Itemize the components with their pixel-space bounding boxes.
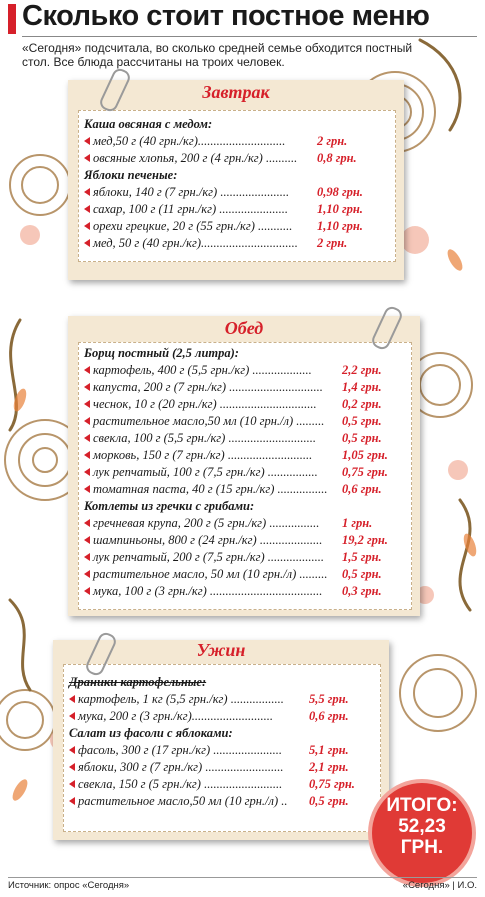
bullet-triangle-icon <box>84 188 90 196</box>
item-text: растительное масло,50 мл (10 грн./л) ......... <box>93 414 325 428</box>
list-item <box>84 481 404 498</box>
bullet-triangle-icon <box>84 205 90 213</box>
list-item <box>69 708 373 725</box>
item-price: 1,4 грн. <box>342 380 382 394</box>
item-price: 0,5 грн. <box>342 567 382 581</box>
bullet-triangle-icon <box>84 366 90 374</box>
breakfast-list <box>84 116 388 252</box>
item-text: картофель, 1 кг (5,5 грн./кг) ................. <box>78 692 284 706</box>
total-currency: ГРН. <box>400 837 444 858</box>
total-value: 52,23 <box>398 816 446 837</box>
item-text: томатная паста, 40 г (15 грн./кг) ................ <box>93 482 328 496</box>
item-text: растительное масло, 50 мл (10 грн./л) ......... <box>93 567 328 581</box>
item-price: 0,2 грн. <box>342 397 382 411</box>
item-text: сахар, 100 г (11 грн./кг) ...................... <box>93 202 289 216</box>
item-text: морковь, 150 г (7 грн./кг) ........................... <box>93 448 313 462</box>
group-heading: Салат из фасоли с яблоками: <box>69 726 233 740</box>
item-text: мука, 200 г (3 грн./кг).......................... <box>78 709 274 723</box>
item-price: 1 грн. <box>342 516 373 530</box>
source-note: Источник: опрос «Сегодня» <box>8 880 130 891</box>
bullet-triangle-icon <box>84 434 90 442</box>
item-price: 0,5 грн. <box>309 794 349 808</box>
total-label: ИТОГО: <box>386 795 458 816</box>
item-text: мед,50 г (40 грн./кг)............................ <box>93 134 286 148</box>
bullet-triangle-icon <box>84 536 90 544</box>
footer-divider <box>8 877 477 878</box>
item-text: яблоки, 140 г (7 грн./кг) ...................... <box>93 185 290 199</box>
list-item <box>69 759 373 776</box>
lunch-header: Обед <box>224 318 264 338</box>
item-text: мед, 50 г (40 грн./кг)............................... <box>93 236 298 250</box>
group-heading: Борщ постный (2,5 литра): <box>84 346 239 360</box>
bullet-triangle-icon <box>69 780 75 788</box>
list-item <box>84 583 404 600</box>
group-heading: Каша овсяная с медом: <box>84 117 213 131</box>
total-badge <box>372 783 472 883</box>
list-item <box>84 532 404 549</box>
group-heading: Драники картофельные: <box>69 675 207 689</box>
bullet-triangle-icon <box>84 485 90 493</box>
list-item <box>84 566 404 583</box>
bullet-triangle-icon <box>69 797 75 805</box>
bullet-triangle-icon <box>84 137 90 145</box>
item-price: 0,6 грн. <box>309 709 349 723</box>
item-text: овсяные хлопья, 200 г (4 грн./кг) .......... <box>93 151 298 165</box>
breakfast-header: Завтрак <box>202 82 270 102</box>
list-item <box>69 742 373 759</box>
page-title: Сколько стоит постное меню <box>22 0 430 32</box>
group-heading: Котлеты из гречки с грибами: <box>84 499 255 513</box>
list-item <box>69 776 373 793</box>
list-item <box>84 379 404 396</box>
bullet-triangle-icon <box>84 383 90 391</box>
bullet-triangle-icon <box>69 746 75 754</box>
item-price: 1,5 грн. <box>342 550 382 564</box>
list-item <box>84 218 388 235</box>
item-text: лук репчатый, 100 г (7,5 грн./кг) ................ <box>93 465 318 479</box>
item-text: капуста, 200 г (7 грн./кг) .............................. <box>93 380 323 394</box>
bullet-triangle-icon <box>69 712 75 720</box>
list-item <box>84 133 388 150</box>
item-price: 1,10 грн. <box>317 219 363 233</box>
breakfast-card <box>68 80 404 280</box>
item-text: свекла, 100 г (5,5 грн./кг) ............................ <box>93 431 316 445</box>
item-text: шампиньоны, 800 г (24 грн./кг) .................... <box>93 533 323 547</box>
credit-note: «Сегодня» | И.О. <box>402 880 477 891</box>
item-price: 2 грн. <box>317 236 348 250</box>
title-accent-bar <box>8 4 16 34</box>
list-item <box>84 515 404 532</box>
list-item <box>84 184 388 201</box>
bullet-triangle-icon <box>69 695 75 703</box>
list-item <box>84 447 404 464</box>
group-heading: Яблоки печеные: <box>84 168 178 182</box>
item-price: 0,3 грн. <box>342 584 382 598</box>
list-item <box>69 793 373 810</box>
item-price: 2,1 грн. <box>309 760 349 774</box>
bullet-triangle-icon <box>84 468 90 476</box>
list-item <box>84 396 404 413</box>
bullet-triangle-icon <box>84 587 90 595</box>
list-item <box>84 549 404 566</box>
item-price: 0,75 грн. <box>342 465 388 479</box>
item-price: 2,2 грн. <box>342 363 382 377</box>
bullet-triangle-icon <box>84 222 90 230</box>
item-text: растительное масло,50 мл (10 грн./л) .. <box>78 794 288 808</box>
item-price: 1,10 грн. <box>317 202 363 216</box>
list-item <box>84 201 388 218</box>
bullet-triangle-icon <box>84 570 90 578</box>
item-text: свекла, 150 г (5 грн./кг) ......................... <box>78 777 283 791</box>
bullet-triangle-icon <box>84 451 90 459</box>
item-text: чеснок, 10 г (20 грн./кг) ............................... <box>93 397 317 411</box>
page-subtitle: «Сегодня» подсчитала, во сколько средней семье обходится постный стол. Все блюда рассчитаны на троих человек. <box>22 41 413 69</box>
bullet-triangle-icon <box>84 417 90 425</box>
bullet-triangle-icon <box>84 154 90 162</box>
bullet-triangle-icon <box>84 519 90 527</box>
list-item <box>84 413 404 430</box>
item-price: 0,98 грн. <box>317 185 363 199</box>
item-text: яблоки, 300 г (7 грн./кг) ......................... <box>78 760 284 774</box>
item-price: 5,1 грн. <box>309 743 349 757</box>
item-price: 0,5 грн. <box>342 414 382 428</box>
item-price: 2 грн. <box>317 134 348 148</box>
item-price: 1,05 грн. <box>342 448 388 462</box>
list-item <box>84 362 404 379</box>
item-price: 19,2 грн. <box>342 533 388 547</box>
lunch-card <box>68 316 420 616</box>
item-text: фасоль, 300 г (17 грн./кг) ...................... <box>78 743 283 757</box>
item-price: 0,6 грн. <box>342 482 382 496</box>
bullet-triangle-icon <box>84 553 90 561</box>
item-text: гречневая крупа, 200 г (5 грн./кг) ................ <box>93 516 320 530</box>
list-item <box>84 235 388 252</box>
list-item <box>84 464 404 481</box>
dinner-header: Ужин <box>196 640 246 660</box>
title-divider <box>22 36 477 37</box>
item-text: мука, 100 г (3 грн./кг) .................................... <box>93 584 323 598</box>
bullet-triangle-icon <box>69 763 75 771</box>
item-price: 0,5 грн. <box>342 431 382 445</box>
lunch-list <box>84 345 404 600</box>
item-price: 0,8 грн. <box>317 151 357 165</box>
bullet-triangle-icon <box>84 400 90 408</box>
list-item <box>84 430 404 447</box>
list-item <box>84 150 388 167</box>
item-text: орехи грецкие, 20 г (55 грн./кг) ........... <box>93 219 293 233</box>
item-text: лук репчатый, 200 г (7,5 грн./кг) .................. <box>93 550 325 564</box>
bullet-triangle-icon <box>84 239 90 247</box>
list-item <box>69 691 373 708</box>
item-price: 0,75 грн. <box>309 777 355 791</box>
item-text: картофель, 400 г (5,5 грн./кг) ................... <box>93 363 312 377</box>
dinner-list <box>69 674 373 810</box>
item-price: 5,5 грн. <box>309 692 349 706</box>
